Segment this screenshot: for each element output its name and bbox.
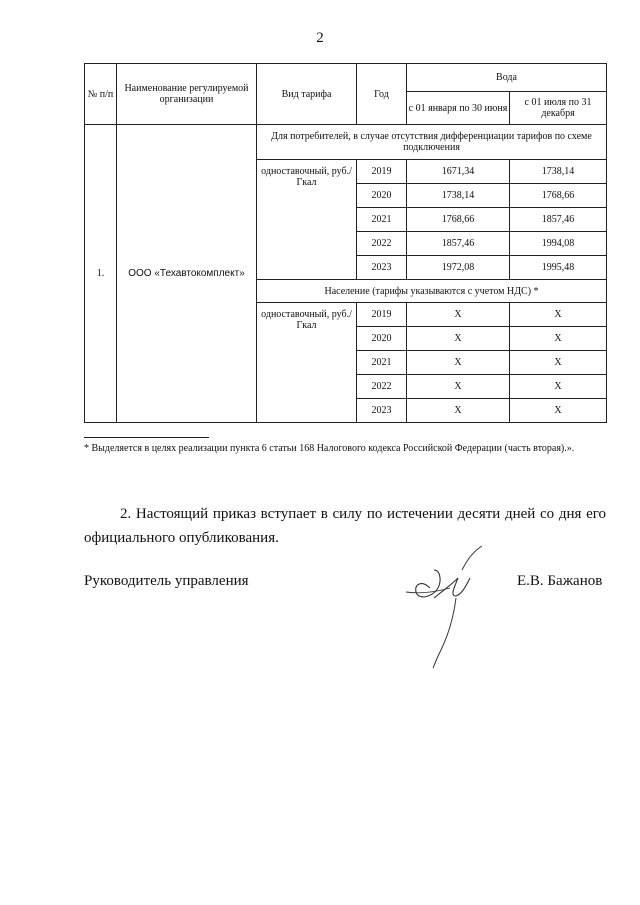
organization-name: ООО «Техавтокомплект» [117, 125, 257, 423]
year-cell: 2022 [357, 375, 407, 399]
tariff-table [84, 63, 607, 423]
value-cell: Х [510, 351, 607, 375]
value-cell: Х [407, 399, 510, 423]
row-number: 1. [85, 125, 117, 423]
year-cell: 2019 [357, 303, 407, 327]
year-cell: 2023 [357, 399, 407, 423]
year-cell: 2023 [357, 256, 407, 280]
tariff-type: одноставочный, руб./Гкал [257, 160, 357, 280]
header-water: Вода [407, 64, 607, 92]
header-period-1: с 01 января по 30 июня [407, 92, 510, 125]
year-cell: 2019 [357, 160, 407, 184]
signatory-name: Е.В. Бажанов [517, 573, 603, 589]
year-cell: 2021 [357, 208, 407, 232]
value-cell: 1768,66 [407, 208, 510, 232]
value-cell: Х [407, 375, 510, 399]
section-title: Для потребителей, в случае отсутствия дифференциации тарифов по схеме подключения [257, 125, 607, 160]
header-num: № п/п [85, 64, 117, 125]
value-cell: 1994,08 [510, 232, 607, 256]
section-title: Население (тарифы указываются с учетом НДС) * [257, 280, 607, 303]
year-cell: 2020 [357, 184, 407, 208]
handwritten-signature [400, 540, 495, 670]
footnote-divider [84, 437, 209, 438]
header-tariff-type: Вид тарифа [257, 64, 357, 125]
header-organization: Наименование регулируемой организации [117, 64, 257, 125]
value-cell: Х [407, 351, 510, 375]
year-cell: 2021 [357, 351, 407, 375]
value-cell: 1857,46 [510, 208, 607, 232]
value-cell: Х [407, 303, 510, 327]
value-cell: Х [510, 399, 607, 423]
year-cell: 2022 [357, 232, 407, 256]
paragraph: 2. Настоящий приказ вступает в силу по истечении десяти дней со дня его официального опубликования. [84, 506, 606, 546]
signatory-title: Руководитель управления [84, 573, 249, 589]
value-cell: 1857,46 [407, 232, 510, 256]
value-cell: 1768,66 [510, 184, 607, 208]
value-cell: Х [510, 303, 607, 327]
value-cell: Х [510, 375, 607, 399]
header-period-2: с 01 июля по 31 декабря [510, 92, 607, 125]
footnote: * Выделяется в целях реализации пункта 6 статьи 168 Налогового кодекса Российской Федерации (часть вторая).». [84, 443, 575, 454]
value-cell: 1671,34 [407, 160, 510, 184]
value-cell: Х [407, 327, 510, 351]
value-cell: 1738,14 [407, 184, 510, 208]
value-cell: 1972,08 [407, 256, 510, 280]
value-cell: 1995,48 [510, 256, 607, 280]
year-cell: 2020 [357, 327, 407, 351]
tariff-type: одноставочный, руб./Гкал [257, 303, 357, 423]
value-cell: Х [510, 327, 607, 351]
value-cell: 1738,14 [510, 160, 607, 184]
page-number: 2 [316, 30, 324, 46]
header-year: Год [357, 64, 407, 125]
